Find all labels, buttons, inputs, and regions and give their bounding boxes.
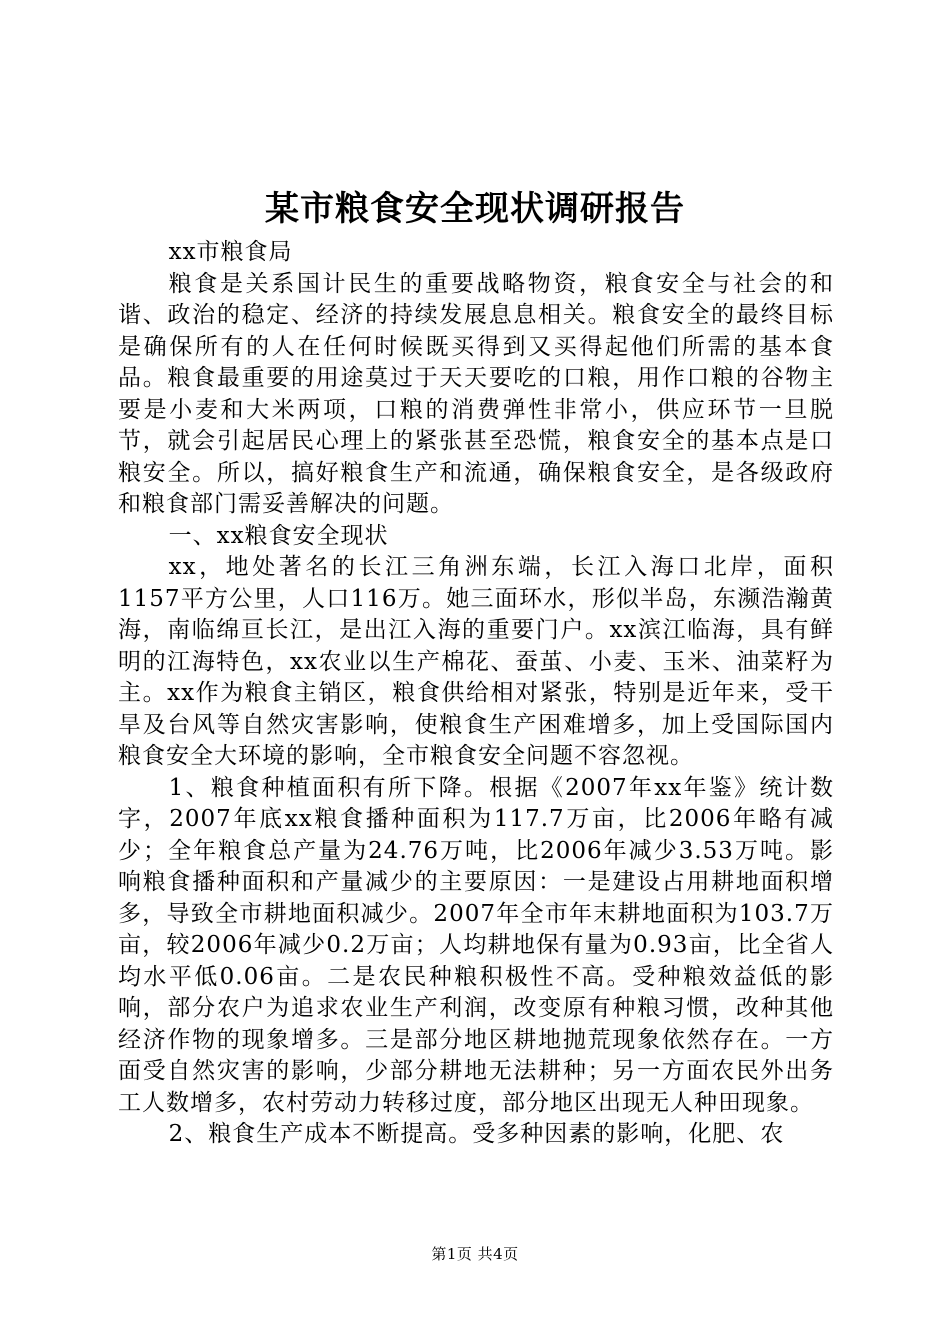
paragraph-intro: 粮食是关系国计民生的重要战略物资，粮食安全与社会的和谐、政治的稳定、经济的持续发展息息相关。粮食安全的最终目标是确保所有的人在任何时候既买得到又买得起他们所需的基本食品。粮食最重要的用途莫过于天天要吃的口粮，用作口粮的谷物主要是小麦和大米两项，口粮的消费弹性非常小，供应环节一旦脱节，就会引起居民心理上的紧张甚至恐慌，粮食安全的基本点是口粮安全。所以，搞好粮食生产和流通，确保粮食安全，是各级政府和粮食部门需妥善解决的问题。	[118, 270, 834, 517]
paragraph-point-1: 1、粮食种植面积有所下降。根据《2007年xx年鉴》统计数字，2007年底xx粮食播种面积为117.7万亩，比2006年略有减少；全年粮食总产量为24.76万吨，比2006年减少3.53万吨。影响粮食播种面积和产量减少的主要原因：一是建设占用耕地面积增多，导致全市耕地面积减少。2007年全市年末耕地面积为103.7万亩，较2006年减少0.2万亩；人均耕地保有量为0.93亩，比全省人均水平低0.06亩。二是农民种粮积极性不高。受种粮效益低的影响，部分农户为追求农业生产利润，改变原有种粮习惯，改种其他经济作物的现象增多。三是部分地区耕地抛荒现象依然存在。一方面受自然灾害的影响，少部分耕地无法耕种；另一方面农民外出务工人数增多，农村劳动力转移过度，部分地区出现无人种田现象。	[118, 774, 834, 1116]
document-body	[118, 237, 834, 1151]
section-heading: 一、xx粮食安全现状	[168, 522, 389, 549]
author-line: xx市粮食局	[168, 239, 293, 265]
document-title: 某市粮食安全现状调研报告	[265, 189, 685, 229]
paragraph-overview: xx，地处著名的长江三角洲东端，长江入海口北岸，面积1157平方公里，人口116万。她三面环水，形似半岛，东濒浩瀚黄海，南临绵亘长江，是出江入海的重要门户。xx滨江临海，具有鲜明的江海特色，xx农业以生产棉花、蚕茧、小麦、玉米、油菜籽为主。xx作为粮食主销区，粮食供给相对紧张，特别是近年来，受干旱及台风等自然灾害影响，使粮食生产困难增多，加上受国际国内粮食安全大环境的影响，全市粮食安全问题不容忽视。	[118, 554, 834, 769]
paragraph-point-2: 2、粮食生产成本不断提高。受多种因素的影响，化肥、农	[168, 1121, 785, 1147]
page-footer: 第1页 共4页	[431, 1245, 519, 1263]
